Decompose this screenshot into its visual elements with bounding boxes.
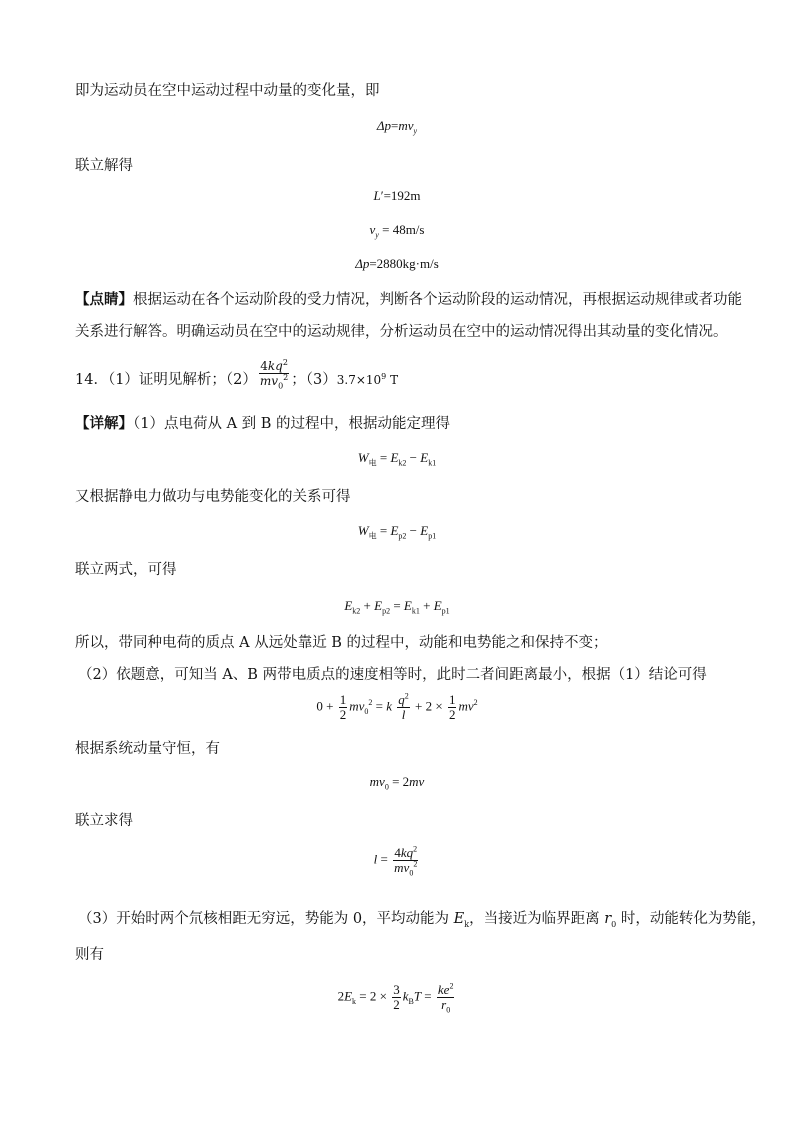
equation-L: L′=192m xyxy=(373,188,421,203)
equation-momentum: $mv_0 = 2mv$ xyxy=(369,774,425,792)
detail-tag: 【详解】 xyxy=(75,415,133,432)
text-line: 又根据静电力做功与电势能变化的关系可得 xyxy=(75,489,351,505)
text-line: 所以，带同种电荷的质点 A 从远处靠近 B 的过程中，动能和电势能之和保持不变； xyxy=(75,635,608,651)
equation-energy-conservation: $E_{k2} + E_{p2} = E_{k1} + E_{p1}$ xyxy=(344,598,450,616)
note-line: 关系进行解答。明确运动员在空中的运动规律，分析运动员在空中的运动情况得出其动量的变化情况。 xyxy=(75,324,728,340)
equation-vy: $v_y = 48m/s$ xyxy=(369,222,425,240)
note-tag: 【点睛】 xyxy=(75,291,133,308)
text-line: 联立两式，可得 xyxy=(75,562,177,578)
text-line: （3）开始时两个氘核相距无穷远，势能为 0，平均动能为 $E_k$，当接近为临界距离 $r_0$ 时，动能转化为势能， xyxy=(78,911,766,929)
note-line: 【点睛】根据运动在各个运动阶段的受力情况，判断各个运动阶段的运动情况，再根据运动规律或者功能 xyxy=(75,291,742,308)
text-line: 联立解得 xyxy=(75,158,133,174)
equation-energy: 0 + $\frac{1}{2}$ $mv_0^2 = k$ $\frac{q^2}{l}$ + 2 × $\frac{1}{2}$ $mv^2$ xyxy=(316,691,478,722)
equation-work-potential: $W_电 = E_{p2} - E_{p1}$ xyxy=(357,523,437,541)
answer-line: 14．（1）证明见解析；（2） $\frac{4kq^2}{mv_0^2}$ ；$(3)3.7\times 10^9$ T xyxy=(75,357,399,390)
equation-l-result: l = $\frac{4kq^2}{mv_0^2}$ xyxy=(373,844,418,878)
detail-line: 【详解】（1）点电荷从 A 到 B 的过程中，根据动能定理得 xyxy=(75,415,451,432)
equation-temperature: $2E_k = 2$ × $\frac{3}{2}$ $k_BT$ = $\frac{ke^2}{r_0}$ xyxy=(337,981,454,1015)
text-line: （2）依题意，可知当 A、B 两带电质点的速度相等时，此时二者间距离最小，根据（1）结论可得 xyxy=(78,667,707,683)
equation-delta-p-value: Δp=2880kg·m/s xyxy=(355,256,439,271)
text-line: 即为运动员在空中运动过程中动量的变化量，即 xyxy=(75,83,380,99)
equation-work-kinetic: $W_电 = E_{k2} - E_{k1}$ xyxy=(357,450,437,468)
equation-delta-p: $\Delta p=mv_y$ xyxy=(376,118,418,136)
text-line: 根据系统动量守恒，有 xyxy=(75,741,220,757)
text-line: 则有 xyxy=(75,947,104,963)
text-line: 联立求得 xyxy=(75,813,133,829)
